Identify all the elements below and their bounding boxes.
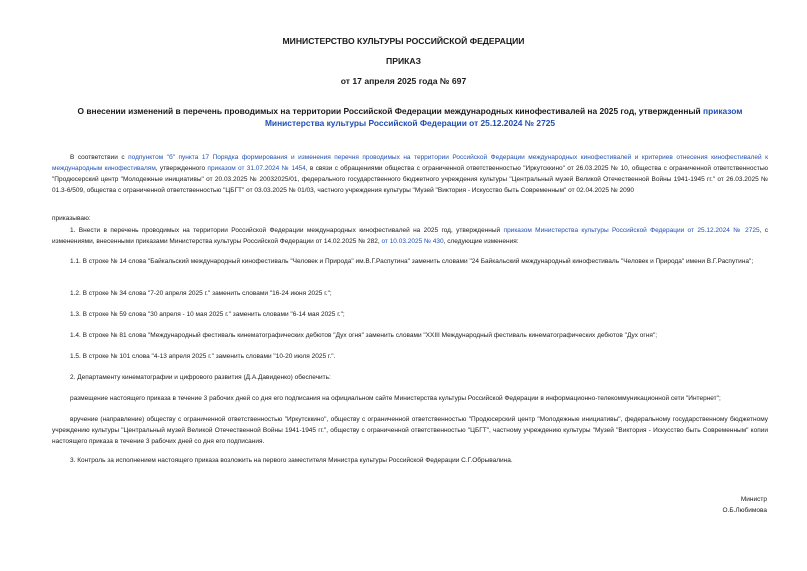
item-2-publication: размещение настоящего приказа в течение 3 рабочих дней со дня его подписания на официальном сайте Министерства культуры Российской Федерации в информационно-телекоммуникационной сети "Интернет"; (70, 395, 721, 402)
item-2: 2. Департаменту кинематографии и цифрового развития (Д.А.Давиденко) обеспечить: (70, 374, 331, 381)
item-1-order-430-link[interactable]: от 10.03.2025 № 430 (381, 238, 444, 245)
signature-block (722, 494, 767, 516)
sub-item-1-4: 1.4. В строке № 81 слова "Международный фестиваль кинематографических дебютов "Дух огня" заменить словами "XXIII Международный фестиваль кинематографических дебютов "Дух огня"; (70, 332, 658, 339)
preamble-procedure-link[interactable]: подпунктом "б" пункта 17 Порядка формирования и изменения перечня проводимых на территории Российской Федерации международных кинофестивалей и критериев отнесения кинофестивалей к международным кинофестивалям (52, 154, 768, 172)
item-1-order-2725-link[interactable]: приказом Министерства культуры Российской Федерации от 25.12.2024 № 2725 (503, 227, 760, 234)
signer-name: О.Б.Любимова (722, 507, 767, 514)
item-2-delivery: вручение (направление) обществу с ограниченной ответственностью "Иркутсккино", обществу с ограниченной ответственностью "Продюсерский центр "Молодежные инициативы", федеральному государственному бюджетному учреждению культуры "Центральный музей Великой Отечественной Войны 1941-1945 гг.", обществу с ограниченной ответственностью "ЦБГТ", частному учреждению культуры "Музей "Виктория - Искусство быть Современным" копии настоящего приказа в течение 3 рабочих дней со дня его подписания. (52, 416, 768, 445)
preamble-order-1454-link[interactable]: приказом от 31.07.2024 № 1454 (207, 165, 306, 172)
signer-position: Министр (740, 496, 767, 503)
document-subject (50, 105, 770, 129)
item-1-text-1: 1. Внести в перечень проводимых на территории Российской Федерации международных кинофестивалей на 2025 год, утвержденный (70, 227, 504, 234)
sub-item-1-3: 1.3. В строке № 59 слова "30 апреля - 10 мая 2025 г." заменить словами "6-14 мая 2025 г."; (70, 311, 345, 318)
subject-text: О внесении изменений в перечень проводимых на территории Российской Федерации международных кинофестивалей на 2025 год, утвержденный (77, 106, 704, 116)
order-word: приказываю: (52, 215, 91, 222)
sub-item-1-1: 1.1. В строке № 14 слова "Байкальский международный кинофестиваль "Человек и Природа" им.В.Г.Распутина" заменить словами "24 Байкальский международный кинофестиваль "Человек и Природа" имени В.Г.Распутина"; (70, 258, 754, 265)
sub-item-1-2: 1.2. В строке № 34 слова "7-20 апреля 2025 г." заменить словами "16-24 июня 2025 г."; (70, 290, 332, 297)
item-1-text-3: , следующие изменения: (443, 238, 519, 245)
item-1-text-2: , с изменениями, внесенными приказами Министерства культуры Российской Федерации от 14.02.2025 № 282, (52, 227, 768, 245)
ministry-title: МИНИСТЕРСТВО КУЛЬТУРЫ РОССИЙСКОЙ ФЕДЕРАЦИИ (282, 36, 525, 46)
document-type: ПРИКАЗ (386, 56, 421, 66)
preamble-text-2: , утвержденного (155, 165, 208, 172)
sub-item-1-5: 1.5. В строке № 101 слова "4-13 апреля 2025 г." заменить словами "10-20 июля 2025 г.". (70, 353, 336, 360)
item-1 (52, 225, 768, 247)
subject-order-link[interactable]: приказом Министерства культуры Российской Федерации от 25.12.2024 № 2725 (264, 106, 743, 128)
preamble-text-3: , в связи с обращениями общества с ограниченной ответственностью "Иркутсккино" от 26.03.2025 № 10, общества с ограниченной ответственностью "Продюсерский центр "Молодежные инициативы" от 20.03.2025 № 20032025/01, федерального государственного бюджетного учреждения культуры "Центральный музей Великой Отечественной Войны 1941-1945 гг." от 26.03.2025 № 01.3-6/509, общества с ограниченной ответственностью "ЦБГТ" от 03.03.2025 № 01/03, частного учреждения культуры "Музей "Виктория - Искусство быть Современным" от 02.04.2025 № 2090 (52, 165, 768, 194)
item-3: 3. Контроль за исполнением настоящего приказа возложить на первого заместителя Министра культуры Российской Федерации С.Г.Обрывалина. (70, 457, 513, 464)
preamble (52, 152, 768, 196)
document-date-number: от 17 апреля 2025 года № 697 (340, 76, 467, 86)
preamble-text-1: В соответствии с (70, 154, 129, 161)
